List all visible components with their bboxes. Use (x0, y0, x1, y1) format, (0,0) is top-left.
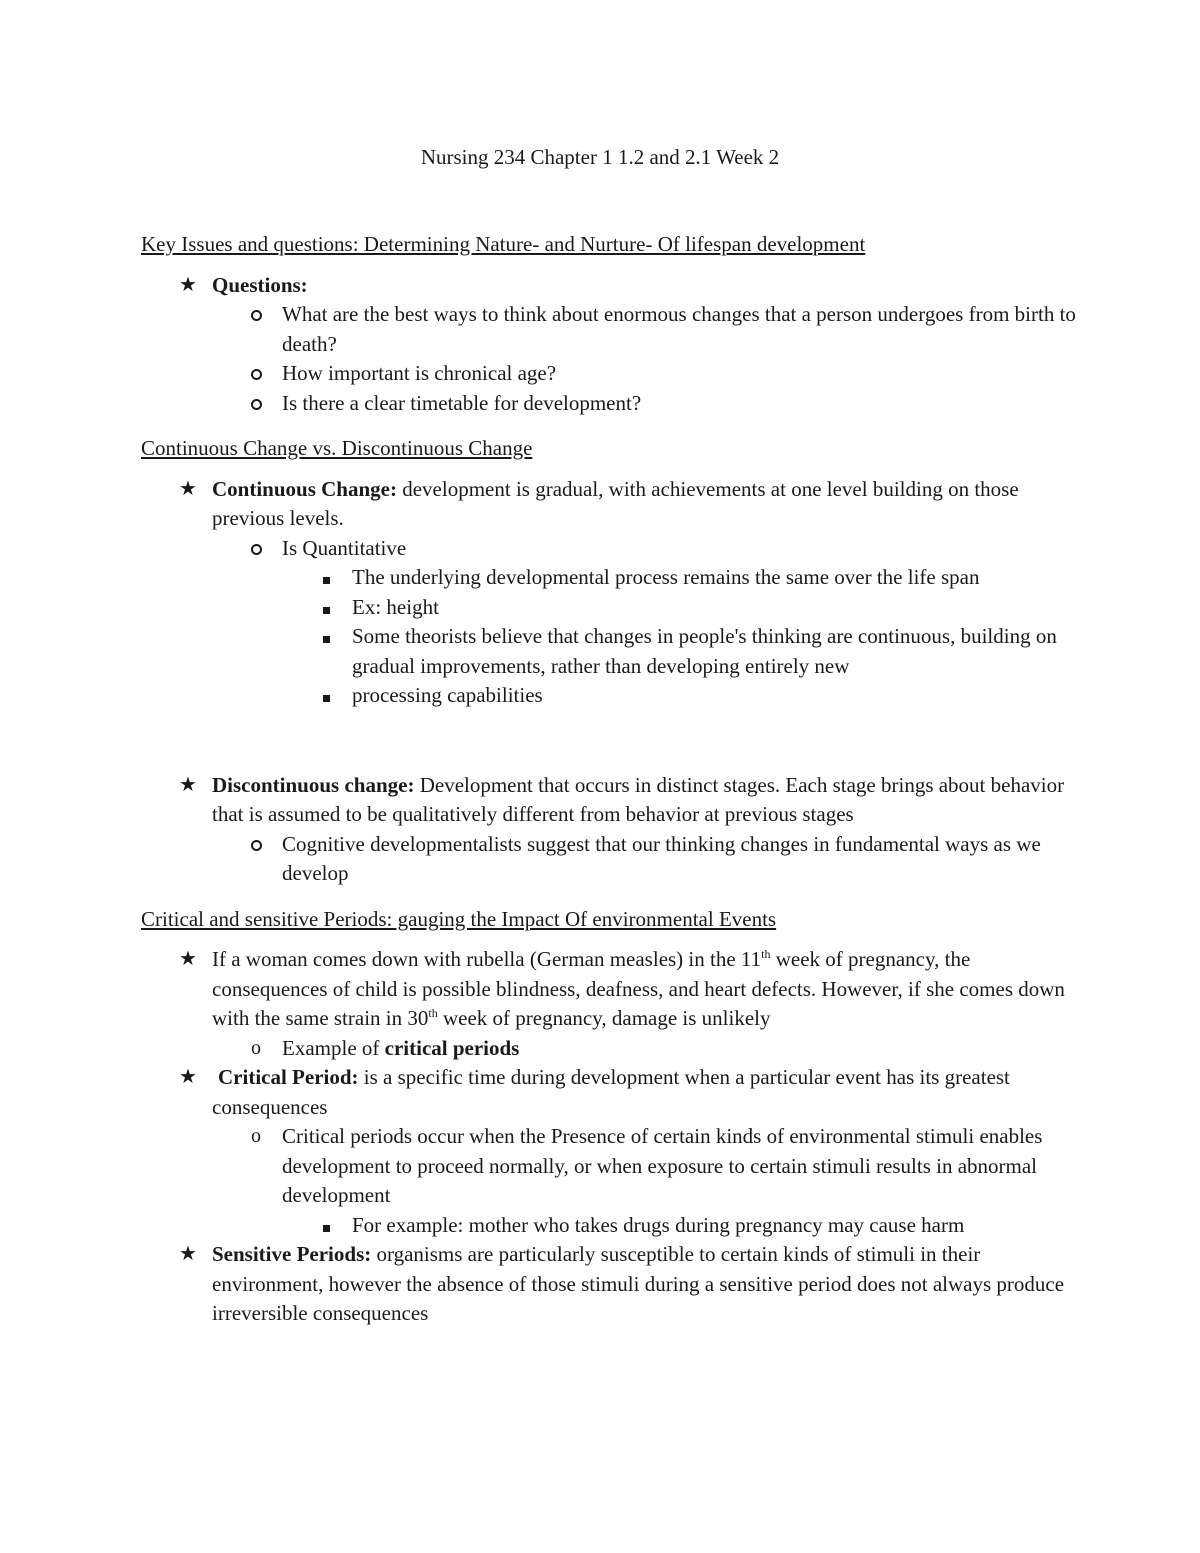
discontinuous-change-text: Development that occurs in distinct stages. Each stage brings about behavior that is assumed to be qualitatively different from behavior at previous stages (212, 772, 1065, 826)
question-text: What are the best ways to think about enormous changes that a person undergoes from birth to death? (282, 302, 1076, 356)
list-item (141, 1034, 1081, 1064)
sensitive-periods-label: Sensitive Periods: (212, 1242, 372, 1266)
list-item (141, 534, 1081, 564)
item-text: Ex: height (352, 594, 439, 619)
circle-bullet-icon (245, 830, 267, 860)
example-text: Example of (282, 1035, 385, 1060)
square-bullet-icon (315, 563, 337, 593)
item-text: Some theorists believe that changes in people's thinking are continuous, building on gradual improvements, rather than developing entirely new (352, 624, 1057, 678)
item-text: Critical periods occur when the Presence of certain kinds of environmental stimuli enables development to proceed normally, or when exposure to certain stimuli results in abnormal development (282, 1124, 1043, 1207)
question-text: How important is chronical age? (282, 361, 557, 385)
list-item (141, 389, 1081, 419)
list-item (141, 681, 1081, 711)
square-bullet-icon (315, 1211, 337, 1241)
item-text: Is Quantitative (282, 535, 407, 560)
questions-label: Questions: (212, 272, 308, 297)
star-bullet-icon: ★ (179, 477, 197, 500)
square-bullet-icon (315, 681, 337, 711)
circle-bullet-icon (245, 300, 267, 330)
list-item (141, 830, 1081, 889)
item-text: For example: mother who takes drugs during pregnancy may cause harm (352, 1212, 965, 1237)
ordinal-suffix: th (428, 1006, 438, 1020)
list-item (141, 593, 1081, 623)
list-item (141, 1063, 1081, 1122)
list-item (141, 771, 1081, 830)
critical-period-text: is a specific time during development when a particular event has its greatest consequences (212, 1065, 1010, 1119)
example-bold: critical periods (384, 1035, 520, 1060)
star-bullet-icon: ★ (179, 273, 197, 296)
list-item (141, 945, 1081, 1034)
star-bullet-icon: ★ (179, 773, 197, 796)
page-title: Nursing 234 Chapter 1 1.2 and 2.1 Week 2 (420, 145, 780, 169)
square-bullet-icon (315, 593, 337, 623)
document-body (141, 230, 1081, 1329)
list-item (141, 1122, 1081, 1211)
list-item (141, 475, 1081, 534)
list-item (141, 1240, 1081, 1329)
question-text: Is there a clear timetable for development? (282, 390, 642, 415)
star-bullet-icon: ★ (179, 948, 197, 970)
square-bullet-icon (315, 622, 337, 652)
critical-period-label: Critical Period: (218, 1065, 359, 1089)
item-text: The underlying developmental process remains the same over the life span (352, 565, 980, 589)
list-item (141, 622, 1081, 681)
hollow-circle-bullet-icon: o (251, 1125, 261, 1147)
ordinal-suffix: th (761, 947, 771, 961)
section-heading-continuous: Continuous Change vs. Discontinuous Change (141, 436, 533, 460)
circle-bullet-icon (245, 389, 267, 419)
rubella-text-b: week of pregnancy, the consequences of child is possible blindness, deafness, and heart defects. However, if she comes down with the same strain in 30 (212, 947, 1065, 1030)
section-heading-critical-periods: Critical and sensitive Periods: gauging the Impact Of environmental Events (141, 906, 777, 931)
rubella-text-c: week of pregnancy, damage is unlikely (437, 1006, 771, 1030)
circle-bullet-icon (245, 359, 267, 389)
list-item (141, 300, 1081, 359)
list-item (141, 1211, 1081, 1241)
list-item (141, 359, 1081, 389)
circle-bullet-icon (245, 534, 267, 564)
continuous-change-text: development is gradual, with achievements at one level building on those previous levels. (212, 476, 1019, 530)
continuous-change-label: Continuous Change: (212, 476, 397, 501)
hollow-circle-bullet-icon: o (251, 1036, 261, 1059)
list-item (141, 271, 1081, 301)
item-text: processing capabilities (352, 683, 543, 707)
discontinuous-change-label: Discontinuous change: (212, 772, 415, 797)
sensitive-periods-text: organisms are particularly susceptible to certain kinds of stimuli in their environment, however the absence of those stimuli during a sensitive period does not always produce irreversible consequences (212, 1242, 1065, 1325)
star-bullet-icon: ★ (179, 1066, 197, 1088)
item-text: Cognitive developmentalists suggest that our thinking changes in fundamental ways as we develop (282, 831, 1041, 885)
rubella-text-a: If a woman comes down with rubella (German measles) in the 11 (212, 947, 762, 971)
list-item (141, 563, 1081, 593)
section-heading-key-issues: Key Issues and questions: Determining Nature- and Nurture- Of lifespan development (141, 232, 866, 256)
star-bullet-icon: ★ (179, 1243, 197, 1265)
